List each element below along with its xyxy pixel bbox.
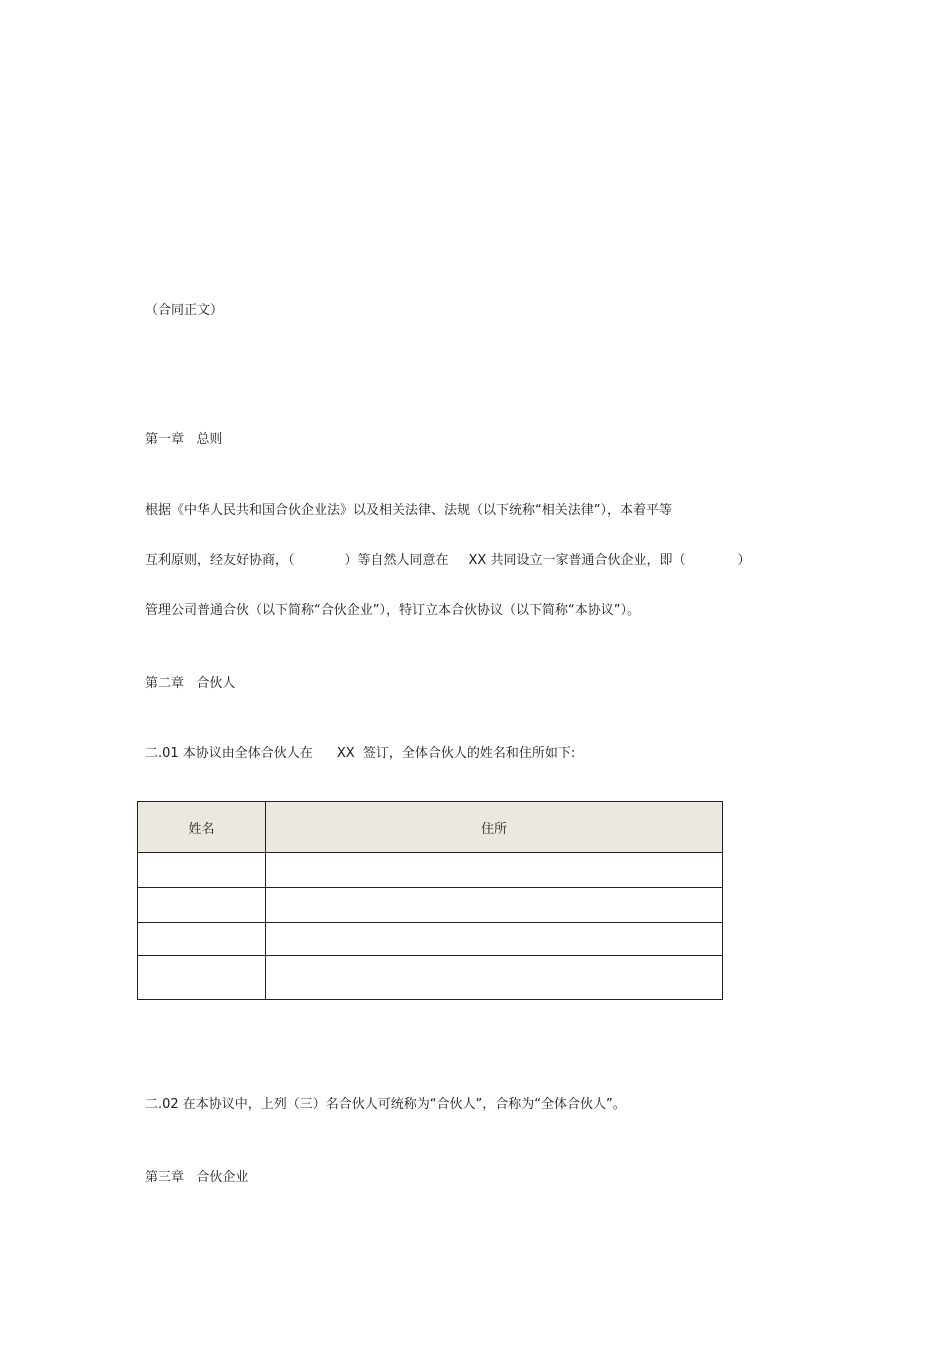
partners-table [137,801,723,1000]
table-cell-name [138,956,266,1000]
paragraph-1-line-2-part-a: 互利原则，经友好协商，（ [145,553,295,568]
table-cell-address [266,888,723,923]
table-row [138,923,723,956]
table-header-row [138,802,723,853]
table-row [138,956,723,1000]
paragraph-1-line-2 [145,553,751,569]
clause-2-02: 二.02 在本协议中，上列（三）名合伙人可统称为“合伙人”，合称为“全体合伙人”。 [145,1097,626,1112]
paragraph-1-line-1: 根据《中华人民共和国合伙企业法》以及相关法律、法规（以下统称“相关法律”），本着平等 [145,503,672,518]
table-cell-address [266,956,723,1000]
paragraph-1-line-2-part-d: ） [737,553,751,568]
table-cell-name [138,923,266,956]
clause-2-01-part-a: 二.01 本协议由全体合伙人在 [145,746,313,761]
table-cell-name [138,888,266,923]
chapter-3-title: 第三章 合伙企业 [145,1170,249,1185]
table-cell-address [266,853,723,888]
chapter-1-title: 第一章 总则 [145,432,223,447]
column-header-address: 住所 [266,802,723,853]
table-cell-name [138,853,266,888]
chapter-2-title: 第二章 合伙人 [145,676,236,691]
table-cell-address [266,923,723,956]
clause-2-01-part-b: XX 签订，全体合伙人的姓名和住所如下: [336,746,576,761]
table-row [138,888,723,923]
paragraph-1-line-2-part-b: ）等自然人同意在 [344,553,449,568]
paragraph-1-line-2-part-c: XX 共同设立一家普通合伙企业，即（ [468,553,686,568]
clause-2-01 [145,746,575,762]
contract-heading: （合同正文） [145,303,224,318]
table-row [138,853,723,888]
paragraph-1-line-3: 管理公司普通合伙（以下简称“合伙企业”），特订立本合伙协议（以下简称“本协议”）。 [145,603,640,618]
column-header-name: 姓名 [138,802,266,853]
